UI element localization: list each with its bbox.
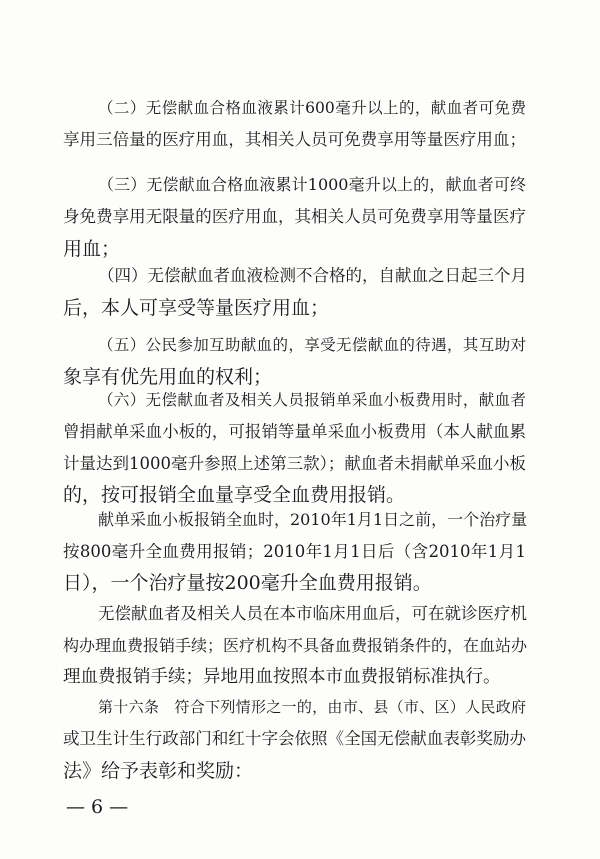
paragraph-7-line-1: 献单采血小板报销全血时，2010年1月1日之前，一个治疗量: [98, 510, 528, 529]
paragraph-5-line-1: （五）公民参加互助献血的，享受无偿献血的待遇，其互助对: [98, 336, 526, 354]
paragraph-6-line-4: 的，按可报销全血量享受全血费用报销。: [63, 484, 406, 506]
article-16-line-2: 或卫生计生行政部门和红十字会依照《全国无偿献血表彰奖励办: [63, 729, 526, 748]
paragraph-4-line-1: （四）无偿献血者血液检测不合格的，自献血之日起三个月: [98, 266, 527, 285]
paragraph-8-line-2: 构办理血费报销手续；医疗机构不具备血费报销条件的，在血站办: [63, 636, 528, 655]
paragraph-3-line-2: 身免费享用无限量的医疗用血，其相关人员可免费享用等量医疗: [63, 207, 526, 226]
paragraph-8-line-3: 理血费报销手续；异地用血按照本市血费报销标准执行。: [63, 667, 501, 687]
paragraph-5-line-2: 象享有优先用血的权利；: [63, 366, 273, 388]
paragraph-6-line-2: 曾捐献单采血小板的，可报销等量单采血小板费用（本人献血累: [63, 422, 526, 441]
paragraph-8-line-1: 无偿献血者及相关人员在本市临床用血后，可在就诊医疗机: [98, 604, 527, 623]
paragraph-7-line-2: 按800毫升全血费用报销；2010年1月1日后（含2010年1月1: [63, 542, 526, 561]
paragraph-6-line-1: （六）无偿献血者及相关人员报销单采血小板费用时，献血者: [98, 391, 526, 409]
article-16-line-3: 法》给予表彰和奖励：: [63, 760, 254, 782]
article-16-line-1: 第十六条 符合下列情形之一的，由市、县（市、区）人民政府: [98, 698, 526, 716]
paragraph-4-line-2: 后，本人可享受等量医疗用血；: [63, 297, 330, 319]
paragraph-2-line-2: 享用三倍量的医疗用血，其相关人员可免费享用等量医疗用血；: [63, 130, 526, 149]
paragraph-3-line-1: （三）无偿献血合格血液累计1000毫升以上的，献血者可终: [98, 175, 526, 194]
page-number: — 6 —: [66, 796, 129, 818]
paragraph-6-line-3: 计量达到1000毫升参照上述第三款）；献血者未捐献单采血小板: [63, 454, 526, 473]
paragraph-7-line-3: 日），一个治疗量按200毫升全血费用报销。: [63, 572, 432, 594]
paragraph-2-line-1: （二）无偿献血合格血液累计600毫升以上的，献血者可免费: [98, 99, 526, 117]
paragraph-3-line-3: 用血；: [63, 238, 121, 260]
